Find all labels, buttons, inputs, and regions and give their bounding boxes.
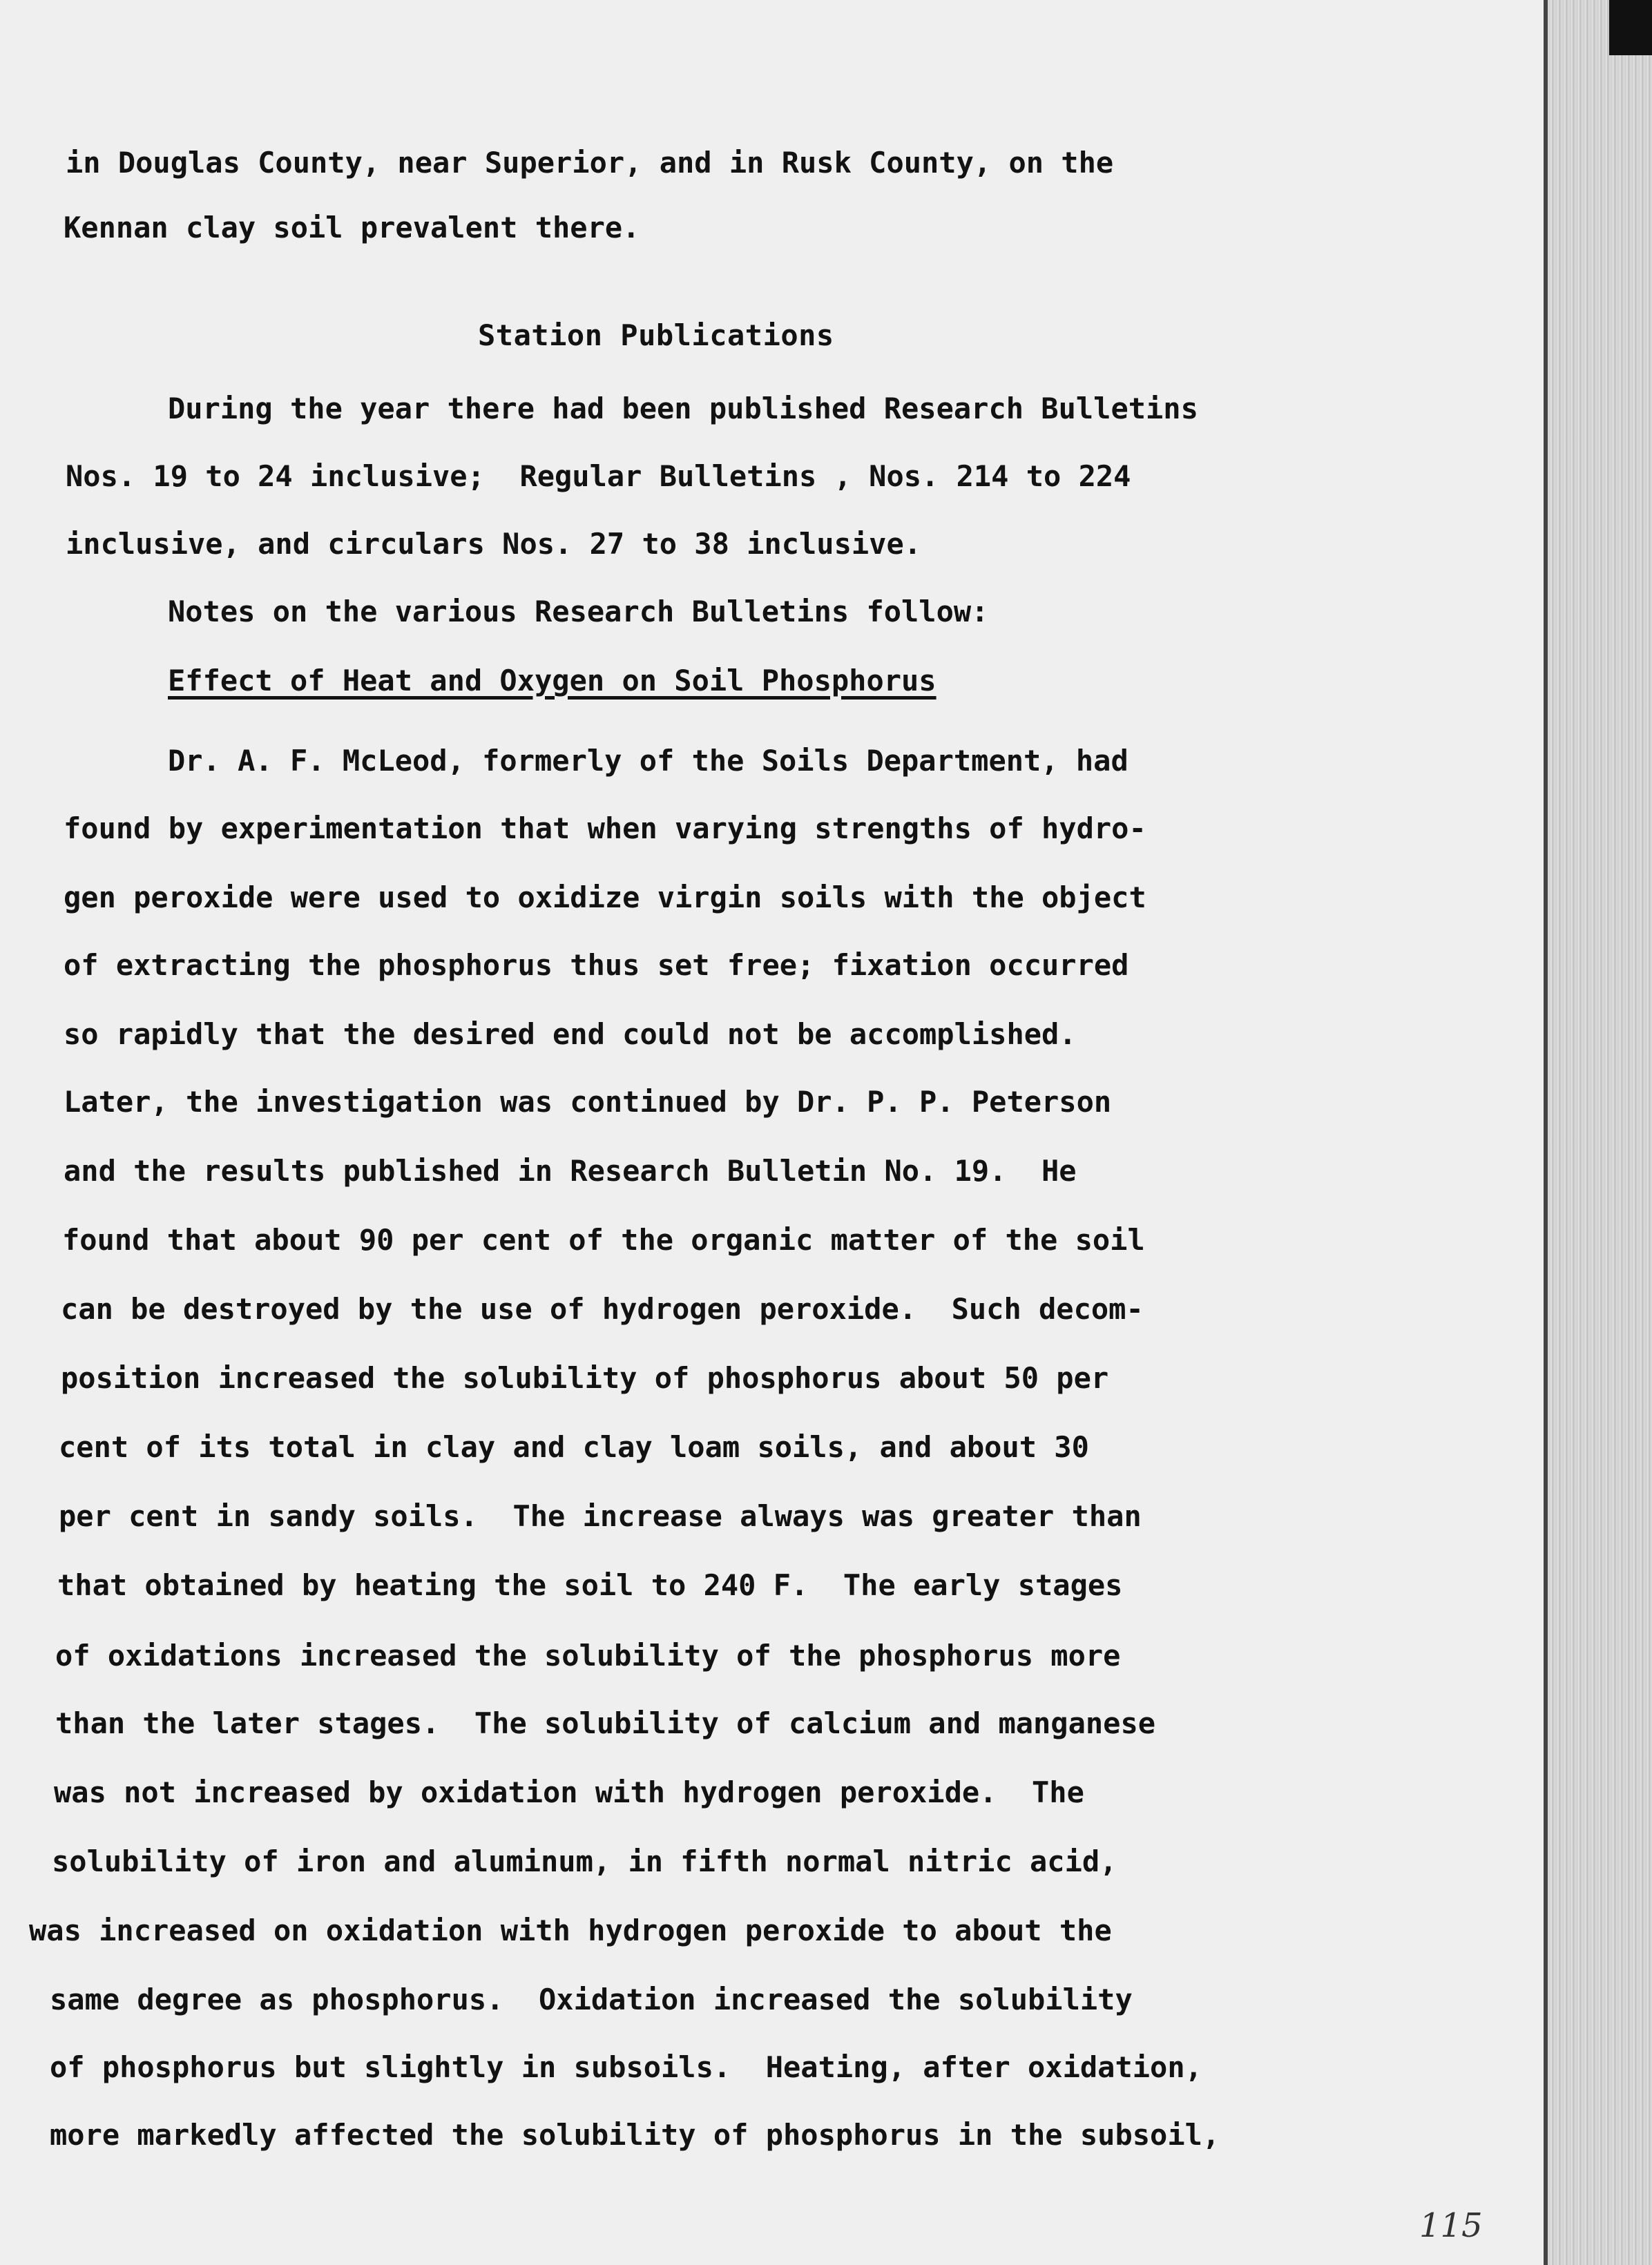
body-line: cent of its total in clay and clay loam soils, and about 30 bbox=[59, 1430, 1089, 1464]
body-line: per cent in sandy soils. The increase always was greater than bbox=[59, 1499, 1142, 1533]
body-line: of phosphorus but slightly in subsoils. Heating, after oxidation, bbox=[50, 2050, 1202, 2084]
text-line-publications-3: inclusive, and circulars Nos. 27 to 38 inclusive. bbox=[66, 527, 922, 561]
body-line: same degree as phosphorus. Oxidation increased the solubility bbox=[50, 1983, 1133, 2016]
body-line: solubility of iron and aluminum, in fifth normal nitric acid, bbox=[52, 1844, 1117, 1878]
body-line: Dr. A. F. McLeod, formerly of the Soils Department, had bbox=[168, 744, 1128, 778]
text-line-opening-1: in Douglas County, near Superior, and in Rusk County, on the bbox=[66, 146, 1114, 180]
body-line: found by experimentation that when varying strengths of hydro- bbox=[64, 811, 1146, 845]
body-line: can be destroyed by the use of hydrogen peroxide. Such decom- bbox=[61, 1292, 1144, 1326]
body-line: more markedly affected the solubility of phosphorus in the subsoil, bbox=[50, 2118, 1220, 2152]
text-line-publications-2: Nos. 19 to 24 inclusive; Regular Bulletins , Nos. 214 to 224 bbox=[66, 459, 1131, 493]
body-line: so rapidly that the desired end could not be accomplished. bbox=[64, 1017, 1077, 1051]
notes-line: Notes on the various Research Bulletins follow: bbox=[168, 595, 989, 628]
book-page-edge bbox=[1548, 0, 1652, 2265]
body-line: was increased on oxidation with hydrogen peroxide to about the bbox=[29, 1914, 1112, 1947]
body-line: and the results published in Research Bulletin No. 19. He bbox=[64, 1154, 1077, 1188]
body-line: than the later stages. The solubility of calcium and manganese bbox=[55, 1706, 1156, 1740]
section-title: Effect of Heat and Oxygen on Soil Phosphorus bbox=[168, 664, 937, 697]
book-edge-shadow bbox=[1609, 0, 1652, 55]
body-line: of oxidations increased the solubility of the phosphorus more bbox=[55, 1639, 1121, 1673]
body-line: position increased the solubility of phosphorus about 50 per bbox=[61, 1361, 1109, 1395]
body-line: Later, the investigation was continued by Dr. P. P. Peterson bbox=[64, 1085, 1112, 1119]
page-number: 115 bbox=[1419, 2206, 1483, 2245]
section-heading: Station Publications bbox=[478, 318, 834, 352]
body-line: found that about 90 per cent of the organic matter of the soil bbox=[62, 1223, 1145, 1257]
body-line: gen peroxide were used to oxidize virgin soils with the object bbox=[64, 880, 1146, 914]
body-line: was not increased by oxidation with hydrogen peroxide. The bbox=[54, 1775, 1084, 1809]
body-line: of extracting the phosphorus thus set free; fixation occurred bbox=[64, 948, 1129, 982]
body-line: that obtained by heating the soil to 240 F. The early stages bbox=[57, 1568, 1123, 1602]
text-line-opening-2: Kennan clay soil prevalent there. bbox=[64, 211, 640, 244]
text-line-publications-1: During the year there had been published Research Bulletins bbox=[168, 392, 1198, 425]
